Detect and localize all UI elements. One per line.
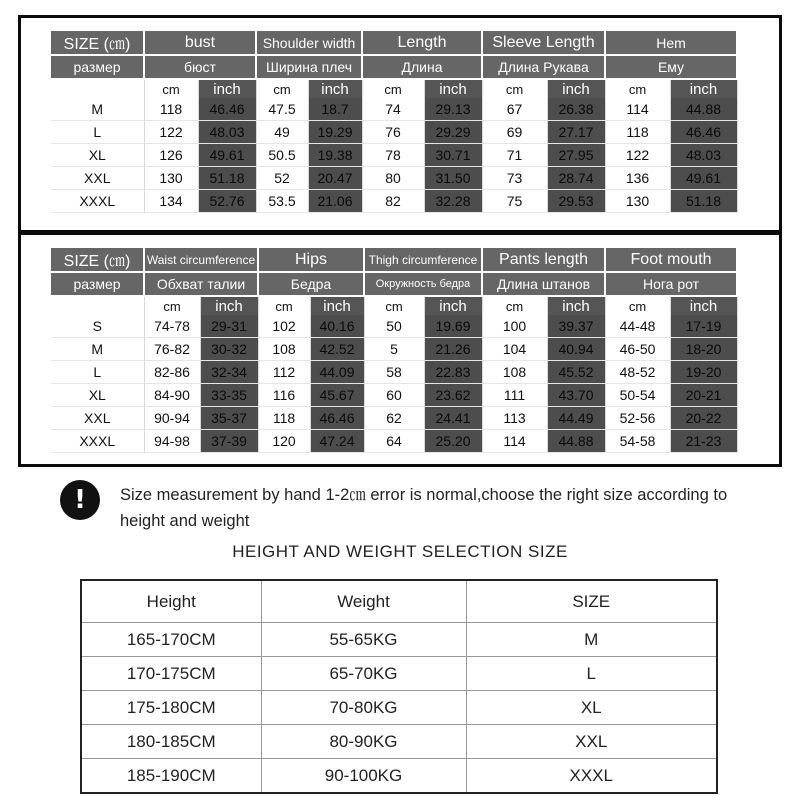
cm-value-cell: 60 [364,384,424,407]
top-header-row-ru [51,55,737,79]
height-weight-row [81,623,717,657]
size-cell: XXL [466,725,717,759]
size-label: SIZE (㎝) [51,31,144,55]
inch-value-cell: 20-21 [670,384,737,407]
cm-value-cell: 82 [362,190,424,213]
unit-cm: cm [482,79,547,98]
cm-value-cell: 108 [258,338,310,361]
cm-value-cell: 69 [482,121,547,144]
cm-value-cell: 80 [362,167,424,190]
inch-value-cell: 18.7 [308,98,362,121]
cm-value-cell: 76 [362,121,424,144]
weight-cell: 55-65KG [261,623,466,657]
inch-value-cell: 25.20 [424,430,482,453]
size-cell: XXXL [466,759,717,794]
height-cell: 175-180CM [81,691,261,725]
unit-cm: cm [362,79,424,98]
unit-inch: inch [424,296,482,315]
header-height: Height [81,580,261,623]
inch-value-cell: 33-35 [200,384,258,407]
size-label: SIZE (㎝) [51,248,144,272]
weight-cell: 70-80KG [261,691,466,725]
cm-value-cell: 113 [482,407,547,430]
size-row [51,121,737,144]
size-row [51,361,737,384]
inch-value-cell: 35-37 [200,407,258,430]
top-table-body [51,98,737,213]
cm-value-cell: 114 [605,98,670,121]
bottom-table-body [51,315,737,453]
group-bust-ru: бюст [144,55,256,79]
cm-value-cell: 122 [605,144,670,167]
cm-value-cell: 52 [256,167,308,190]
cm-value-cell: 136 [605,167,670,190]
bottom-size-panel [18,232,782,467]
unit-inch: inch [670,79,737,98]
inch-value-cell: 32-34 [200,361,258,384]
inch-value-cell: 21-23 [670,430,737,453]
weight-cell: 65-70KG [261,657,466,691]
inch-value-cell: 27.17 [547,121,605,144]
unit-cm: cm [256,79,308,98]
group-foot-mouth: Foot mouth [605,248,737,272]
group-sleeve-length-ru: Длина Рукава [482,55,605,79]
cm-value-cell: 118 [144,98,198,121]
size-cell: M [51,98,144,121]
group-waist-ru: Обхват талии [144,272,258,296]
weight-cell: 80-90KG [261,725,466,759]
inch-value-cell: 40.94 [547,338,605,361]
group-waist: Waist circumference [144,248,258,272]
group-sleeve-length: Sleeve Length [482,31,605,55]
unit-inch: inch [310,296,364,315]
cm-value-cell: 130 [605,190,670,213]
cm-value-cell: 58 [364,361,424,384]
group-hips-ru: Бедра [258,272,364,296]
inch-value-cell: 20-22 [670,407,737,430]
unit-cm: cm [482,296,547,315]
size-cell: L [51,121,144,144]
inch-value-cell: 46.46 [310,407,364,430]
exclamation-icon: ! [60,480,100,520]
size-row [51,315,737,338]
inch-value-cell: 21.26 [424,338,482,361]
unit-inch: inch [198,79,256,98]
unit-blank [51,296,144,315]
height-weight-row [81,657,717,691]
inch-value-cell: 47.24 [310,430,364,453]
inch-value-cell: 45.52 [547,361,605,384]
size-cell: XL [466,691,717,725]
bottom-unit-row [51,296,737,315]
cm-value-cell: 5 [364,338,424,361]
cm-value-cell: 122 [144,121,198,144]
inch-value-cell: 20.47 [308,167,362,190]
inch-value-cell: 21.06 [308,190,362,213]
top-size-table [51,31,738,213]
cm-value-cell: 54-58 [605,430,670,453]
inch-value-cell: 30.71 [424,144,482,167]
unit-cm: cm [144,296,200,315]
cm-value-cell: 100 [482,315,547,338]
cm-value-cell: 118 [258,407,310,430]
unit-inch: inch [547,296,605,315]
size-cell: M [51,338,144,361]
selection-title: HEIGHT AND WEIGHT SELECTION SIZE [232,542,568,561]
size-row [51,167,737,190]
size-row [51,338,737,361]
size-cell: L [466,657,717,691]
inch-value-cell: 52.76 [198,190,256,213]
cm-value-cell: 74 [362,98,424,121]
size-cell: XXL [51,167,144,190]
unit-cm: cm [364,296,424,315]
size-row [51,407,737,430]
cm-value-cell: 78 [362,144,424,167]
group-foot-mouth-ru: Нога рот [605,272,737,296]
group-hem-ru: Ему [605,55,737,79]
top-size-panel [18,15,782,233]
unit-cm: cm [605,296,670,315]
cm-value-cell: 94-98 [144,430,200,453]
cm-value-cell: 50 [364,315,424,338]
cm-value-cell: 104 [482,338,547,361]
inch-value-cell: 30-32 [200,338,258,361]
cm-value-cell: 49 [256,121,308,144]
height-weight-row [81,759,717,794]
inch-value-cell: 48.03 [670,144,737,167]
size-cell: M [466,623,717,657]
cm-value-cell: 50-54 [605,384,670,407]
inch-value-cell: 44.09 [310,361,364,384]
group-hips: Hips [258,248,364,272]
cm-value-cell: 108 [482,361,547,384]
inch-value-cell: 49.61 [670,167,737,190]
cm-value-cell: 73 [482,167,547,190]
inch-value-cell: 45.67 [310,384,364,407]
group-length: Length [362,31,482,55]
inch-value-cell: 19-20 [670,361,737,384]
unit-inch: inch [670,296,737,315]
inch-value-cell: 39.37 [547,315,605,338]
height-weight-body [81,623,717,794]
inch-value-cell: 44.88 [670,98,737,121]
top-unit-row [51,79,737,98]
cm-value-cell: 114 [482,430,547,453]
cm-value-cell: 84-90 [144,384,200,407]
cm-value-cell: 76-82 [144,338,200,361]
height-weight-header [81,580,717,623]
group-length-ru: Длина [362,55,482,79]
height-weight-row [81,725,717,759]
cm-value-cell: 120 [258,430,310,453]
height-cell: 165-170CM [81,623,261,657]
height-cell: 180-185CM [81,725,261,759]
cm-value-cell: 102 [258,315,310,338]
size-cell: XL [51,384,144,407]
inch-value-cell: 44.49 [547,407,605,430]
cm-value-cell: 67 [482,98,547,121]
cm-value-cell: 74-78 [144,315,200,338]
unit-cm: cm [144,79,198,98]
size-cell: XL [51,144,144,167]
cm-value-cell: 53.5 [256,190,308,213]
size-cell: S [51,315,144,338]
inch-value-cell: 48.03 [198,121,256,144]
inch-value-cell: 49.61 [198,144,256,167]
inch-value-cell: 40.16 [310,315,364,338]
top-header-row-en [51,31,737,55]
inch-value-cell: 46.46 [198,98,256,121]
group-hem: Hem [605,31,737,55]
group-bust: bust [144,31,256,55]
cm-value-cell: 71 [482,144,547,167]
size-row [51,190,737,213]
cm-value-cell: 50.5 [256,144,308,167]
group-thigh: Thigh circumference [364,248,482,272]
cm-value-cell: 64 [364,430,424,453]
cm-value-cell: 52-56 [605,407,670,430]
height-weight-row [81,691,717,725]
inch-value-cell: 17-19 [670,315,737,338]
cm-value-cell: 134 [144,190,198,213]
inch-value-cell: 19.38 [308,144,362,167]
group-shoulder-width-ru: Ширина плеч [256,55,362,79]
size-row [51,98,737,121]
inch-value-cell: 44.88 [547,430,605,453]
unit-inch: inch [200,296,258,315]
inch-value-cell: 32.28 [424,190,482,213]
bottom-size-table [51,248,738,453]
size-cell: XXXL [51,190,144,213]
inch-value-cell: 29-31 [200,315,258,338]
inch-value-cell: 51.18 [670,190,737,213]
cm-value-cell: 47.5 [256,98,308,121]
inch-value-cell: 27.95 [547,144,605,167]
size-cell: XXL [51,407,144,430]
cm-value-cell: 130 [144,167,198,190]
unit-cm: cm [258,296,310,315]
unit-cm: cm [605,79,670,98]
bottom-header-row-ru [51,272,737,296]
inch-value-cell: 18-20 [670,338,737,361]
inch-value-cell: 19.29 [308,121,362,144]
notice-text: Size measurement by hand 1-2㎝ error is normal,choose the right size according to height and weight [120,486,728,530]
cm-value-cell: 111 [482,384,547,407]
inch-value-cell: 19.69 [424,315,482,338]
cm-value-cell: 48-52 [605,361,670,384]
unit-inch: inch [547,79,605,98]
weight-cell: 90-100KG [261,759,466,794]
inch-value-cell: 28.74 [547,167,605,190]
inch-value-cell: 43.70 [547,384,605,407]
cm-value-cell: 126 [144,144,198,167]
inch-value-cell: 29.29 [424,121,482,144]
group-shoulder-width: Shoulder width [256,31,362,55]
size-label-ru: размер [51,55,144,79]
height-cell: 170-175CM [81,657,261,691]
unit-inch: inch [424,79,482,98]
inch-value-cell: 31.50 [424,167,482,190]
unit-inch: inch [308,79,362,98]
height-cell: 185-190CM [81,759,261,794]
cm-value-cell: 90-94 [144,407,200,430]
size-row [51,430,737,453]
size-row [51,384,737,407]
size-label-ru: размер [51,272,144,296]
inch-value-cell: 26.38 [547,98,605,121]
height-weight-table [80,579,718,794]
cm-value-cell: 82-86 [144,361,200,384]
group-thigh-ru: Окружность бедра [364,272,482,296]
inch-value-cell: 24.41 [424,407,482,430]
cm-value-cell: 118 [605,121,670,144]
header-weight: Weight [261,580,466,623]
cm-value-cell: 112 [258,361,310,384]
cm-value-cell: 116 [258,384,310,407]
bottom-header-row-en [51,248,737,272]
inch-value-cell: 37-39 [200,430,258,453]
cm-value-cell: 46-50 [605,338,670,361]
size-cell: XXXL [51,430,144,453]
unit-blank [51,79,144,98]
cm-value-cell: 62 [364,407,424,430]
group-pants-length-ru: Длина штанов [482,272,605,296]
inch-value-cell: 23.62 [424,384,482,407]
inch-value-cell: 22.83 [424,361,482,384]
inch-value-cell: 46.46 [670,121,737,144]
inch-value-cell: 29.53 [547,190,605,213]
group-pants-length: Pants length [482,248,605,272]
inch-value-cell: 42.52 [310,338,364,361]
inch-value-cell: 29.13 [424,98,482,121]
cm-value-cell: 75 [482,190,547,213]
inch-value-cell: 51.18 [198,167,256,190]
cm-value-cell: 44-48 [605,315,670,338]
size-row [51,144,737,167]
header-size: SIZE [466,580,717,623]
size-cell: L [51,361,144,384]
